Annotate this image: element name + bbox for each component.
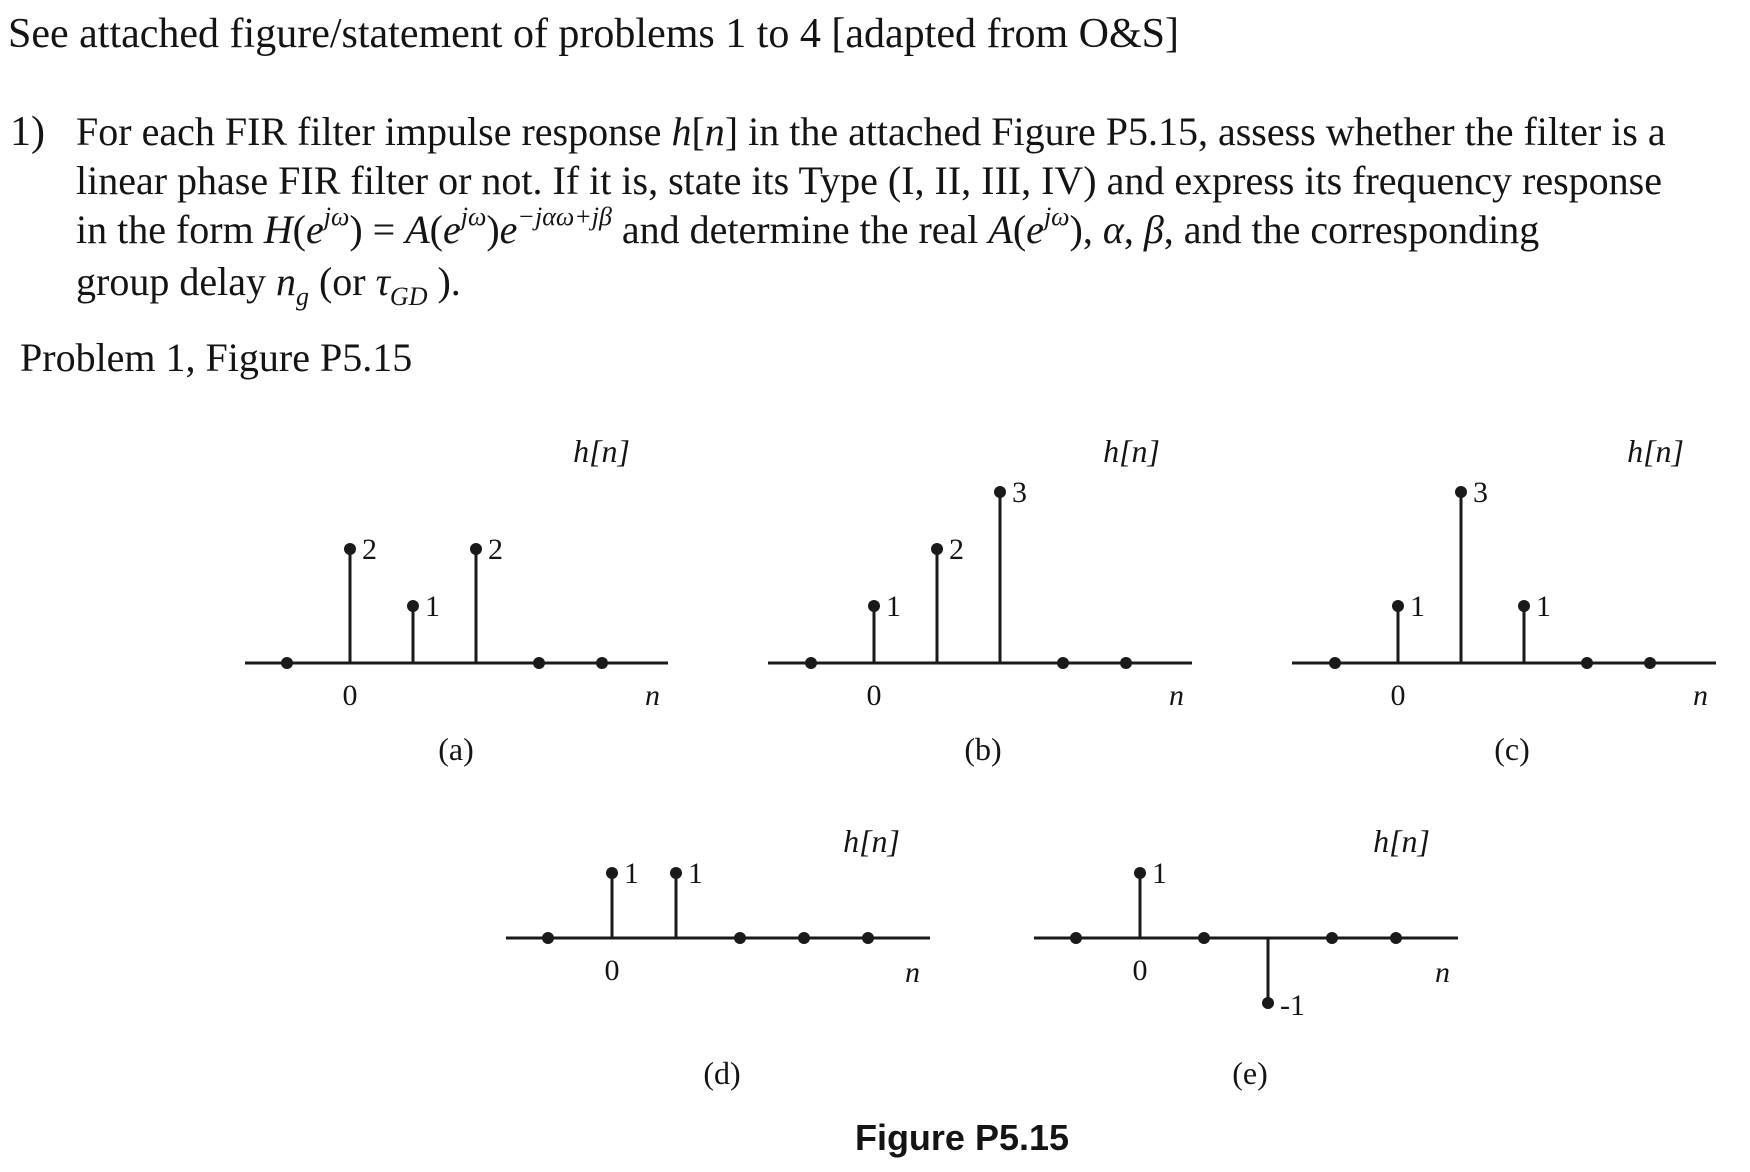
stem-point	[798, 932, 810, 944]
stem-point	[407, 600, 419, 612]
q-symbol: α	[1102, 207, 1124, 252]
stem-point	[931, 543, 943, 555]
axis-label-hn: h[n]	[1103, 433, 1160, 469]
data-label: 3	[1473, 476, 1488, 509]
q-text: group delay	[76, 259, 276, 304]
stem-point	[862, 932, 874, 944]
q-symbol: τ	[375, 259, 390, 304]
q-text: For each FIR filter impulse response	[76, 109, 672, 154]
stem-point	[470, 543, 482, 555]
q-text: and determine the real	[611, 207, 989, 252]
stem-point	[1120, 657, 1132, 669]
q-symbol: e	[442, 207, 461, 252]
axis-label-hn: h[n]	[573, 433, 630, 469]
stem-point	[670, 867, 682, 879]
stem-point	[344, 543, 356, 555]
data-label: 1	[1536, 590, 1551, 623]
stem-point	[1518, 600, 1530, 612]
q-text: ,	[1123, 207, 1144, 252]
q-subscript: GD	[389, 282, 428, 311]
stem-point	[1070, 932, 1082, 944]
figure-title: Figure P5.15	[854, 1117, 1070, 1158]
q-symbol: A	[988, 207, 1013, 252]
axis-label-n: n	[1693, 679, 1708, 712]
q-symbol: n	[275, 259, 296, 304]
q-text: (	[1012, 207, 1027, 252]
data-label: 1	[1410, 590, 1425, 623]
tick-label-zero: 0	[342, 679, 358, 712]
intro-text: See attached figure/statement of problems 1 to 4 [adapted from O&S]	[8, 11, 1179, 57]
q-symbol: β	[1143, 207, 1164, 252]
q-symbol: A	[405, 207, 430, 252]
stem-point	[805, 657, 817, 669]
stem-point	[281, 657, 293, 669]
stem-point	[1326, 932, 1338, 944]
stem-point	[1392, 600, 1404, 612]
panel-label: (e)	[1232, 1055, 1268, 1091]
axis-label-n: n	[1435, 956, 1450, 989]
q-text: (	[429, 207, 443, 252]
axis-label-n: n	[905, 956, 920, 989]
q-superscript: jω	[460, 202, 487, 231]
q-symbol: H	[263, 207, 293, 252]
stem-point	[734, 932, 746, 944]
q-symbol: e	[499, 207, 518, 252]
axis-label-hn: h[n]	[843, 823, 900, 859]
stem-point	[596, 657, 608, 669]
stem-point	[1644, 657, 1656, 669]
stem-point	[606, 867, 618, 879]
tick-label-zero: 0	[1132, 954, 1148, 987]
q-text: ) =	[349, 207, 406, 252]
q-symbol: h	[671, 109, 692, 154]
panel-label: (a)	[438, 731, 474, 767]
stem-point	[1581, 657, 1593, 669]
axis-label-n: n	[1169, 679, 1184, 712]
stem-point	[542, 932, 554, 944]
stem-point	[1455, 486, 1467, 498]
stem-point	[1390, 932, 1402, 944]
q-symbol: e	[1026, 207, 1044, 252]
stem-point	[533, 657, 545, 669]
tick-label-zero: 0	[1390, 679, 1406, 712]
data-label: 1	[688, 857, 703, 890]
q-text: , and the corresponding	[1163, 207, 1540, 252]
q-subscript: g	[295, 282, 309, 311]
axis-label-hn: h[n]	[1627, 433, 1684, 469]
data-label: 2	[949, 533, 964, 566]
data-label: 3	[1012, 476, 1027, 509]
q-superscript: jω	[323, 202, 350, 231]
tick-label-zero: 0	[604, 954, 620, 987]
data-label: 2	[488, 533, 503, 566]
stem-point	[994, 486, 1006, 498]
axis-label-n: n	[645, 679, 660, 712]
panel-label: (b)	[964, 731, 1002, 767]
q-text: ),	[1069, 207, 1103, 252]
q-symbol: n	[704, 109, 725, 154]
panel-label: (d)	[703, 1055, 741, 1091]
q-text: ).	[427, 259, 461, 304]
stem-point	[1134, 867, 1146, 879]
figure-caption: Problem 1, Figure P5.15	[20, 335, 413, 380]
data-label: 1	[886, 590, 901, 623]
question-line-2: linear phase FIR filter or not. If it is, state its Type (I, II, III, IV) and express its frequency response	[76, 158, 1662, 203]
q-text: )	[486, 207, 500, 252]
data-label: 1	[425, 590, 440, 623]
q-superscript: −jαω+jβ	[517, 202, 612, 231]
q-text: [	[691, 109, 705, 154]
data-label: 1	[1152, 857, 1167, 890]
q-text: (or	[308, 259, 376, 304]
data-label: -1	[1280, 989, 1305, 1022]
q-superscript: jω	[1043, 202, 1070, 231]
stem-point	[1198, 932, 1210, 944]
data-label: 2	[362, 533, 377, 566]
stem-point	[1329, 657, 1341, 669]
panel-label: (c)	[1494, 731, 1530, 767]
data-label: 1	[624, 857, 639, 890]
q-text: ] in the attached Figure P5.15, assess whether the filter is a	[724, 109, 1666, 154]
tick-label-zero: 0	[866, 679, 882, 712]
stem-point	[868, 600, 880, 612]
q-text: in the form	[76, 207, 264, 252]
question-number: 1)	[10, 109, 45, 155]
q-text: (	[292, 207, 306, 252]
q-symbol: e	[305, 207, 324, 252]
axis-label-hn: h[n]	[1373, 823, 1430, 859]
stem-point	[1057, 657, 1069, 669]
stem-point	[1262, 997, 1274, 1009]
